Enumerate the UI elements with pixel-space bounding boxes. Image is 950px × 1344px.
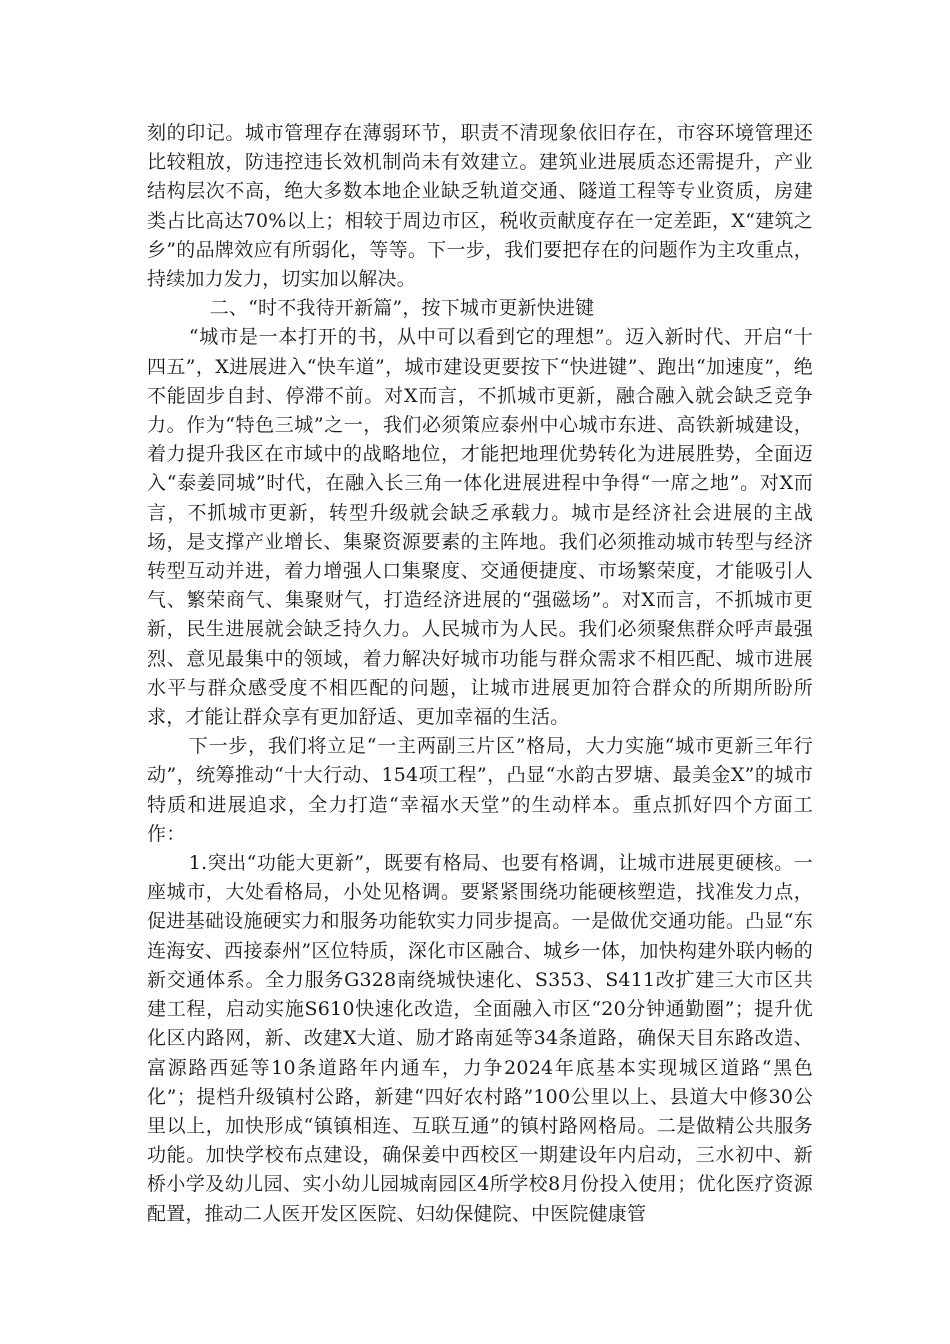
document-body bbox=[147, 119, 813, 1229]
section-heading: 二、“时不我待开新篇”，按下城市更新快进键 bbox=[209, 297, 595, 320]
paragraph-city-book: “城市是一本打开的书，从中可以看到它的理想”。迈入新时代、开启“十四五”，X进展进入“快车道”，城市建设更要按下“快进键”、跑出“加速度”，绝不能固步自封、停滞不前。对X而言，不抓城市更新，融合融入就会缺乏竞争力。作为“特色三城”之一，我们必须策应泰州中心城市东进、高铁新城建设，着力提升我区在市域中的战略地位，才能把地理优势转化为进展胜势，全面迈入“泰姜同城”时代，在融入长三角一体化进展进程中争得“一席之地”。对X而言，不抓城市更新，转型升级就会缺乏承载力。城市是经济社会进展的主战场，是支撑产业增长、集聚资源要素的主阵地。我们必须推动城市转型与经济转型互动并进，着力增强人口集聚度、交通便捷度、市场繁荣度，才能吸引人气、繁荣商气、集聚财气，打造经济进展的“强磁场”。对X而言，不抓城市更新，民生进展就会缺乏持久力。人民城市为人民。我们必须聚焦群众呼声最强烈、意见最集中的领域，着力解决好城市功能与群众需求不相匹配、城市进展水平与群众感受度不相匹配的问题，让城市进展更加符合群众的所期所盼所求，才能让群众享有更加舒适、更加幸福的生活。 bbox=[147, 326, 813, 729]
paragraph-function-update: 1.突出“功能大更新”，既要有格局、也要有格调，让城市进展更硬核。一座城市，大处看格局，小处见格调。要紧紧围绕功能硬核塑造，找准发力点，促进基础设施硬实力和服务功能软实力同步提高。一是做优交通功能。凸显“东连海安、西接泰州”区位特质，深化市区融合、城乡一体，加快构建外联内畅的新交通体系。全力服务G328南绕城快速化、S353、S411改扩建三大市区共建工程，启动实施S610快速化改造，全面融入市区“20分钟通勤圈”；提升优化区内路网，新、改建X大道、励才路南延等34条道路，确保天目东路改造、富源路西延等10条道路年内通车，力争2024年底基本实现城区道路“黑色化”；提档升级镇村公路，新建“四好农村路”100公里以上、县道大中修30公里以上，加快形成“镇镇相连、互联互通”的镇村路网格局。二是做精公共服务功能。加快学校布点建设，确保姜中西校区一期建设年内启动，三水初中、新桥小学及幼儿园、实小幼儿园城南园区4所学校8月份投入使用；优化医疗资源配置，推动二人医开发区医院、妇幼保健院、中医院健康管 bbox=[147, 852, 813, 1225]
paragraph-next-step: 下一步，我们将立足“一主两副三片区”格局，大力实施“城市更新三年行动”，统筹推动“十大行动、154项工程”，凸显“水韵古罗塘、最美金X”的城市特质和进展追求，全力打造“幸福水天堂”的生动样本。重点抓好四个方面工作： bbox=[147, 735, 813, 845]
paragraph-continuation: 刻的印记。城市管理存在薄弱环节，职责不清现象依旧存在，市容环境管理还比较粗放，防违控违长效机制尚未有效建立。建筑业进展质态还需提升，产业结构层次不高，绝大多数本地企业缺乏轨道交通、隧道工程等专业资质，房建类占比高达70%以上；相较于周边市区，税收贡献度存在一定差距，X“建筑之乡”的品牌效应有所弱化，等等。下一步，我们要把存在的问题作为主攻重点，持续加力发力，切实加以解决。 bbox=[147, 122, 813, 291]
